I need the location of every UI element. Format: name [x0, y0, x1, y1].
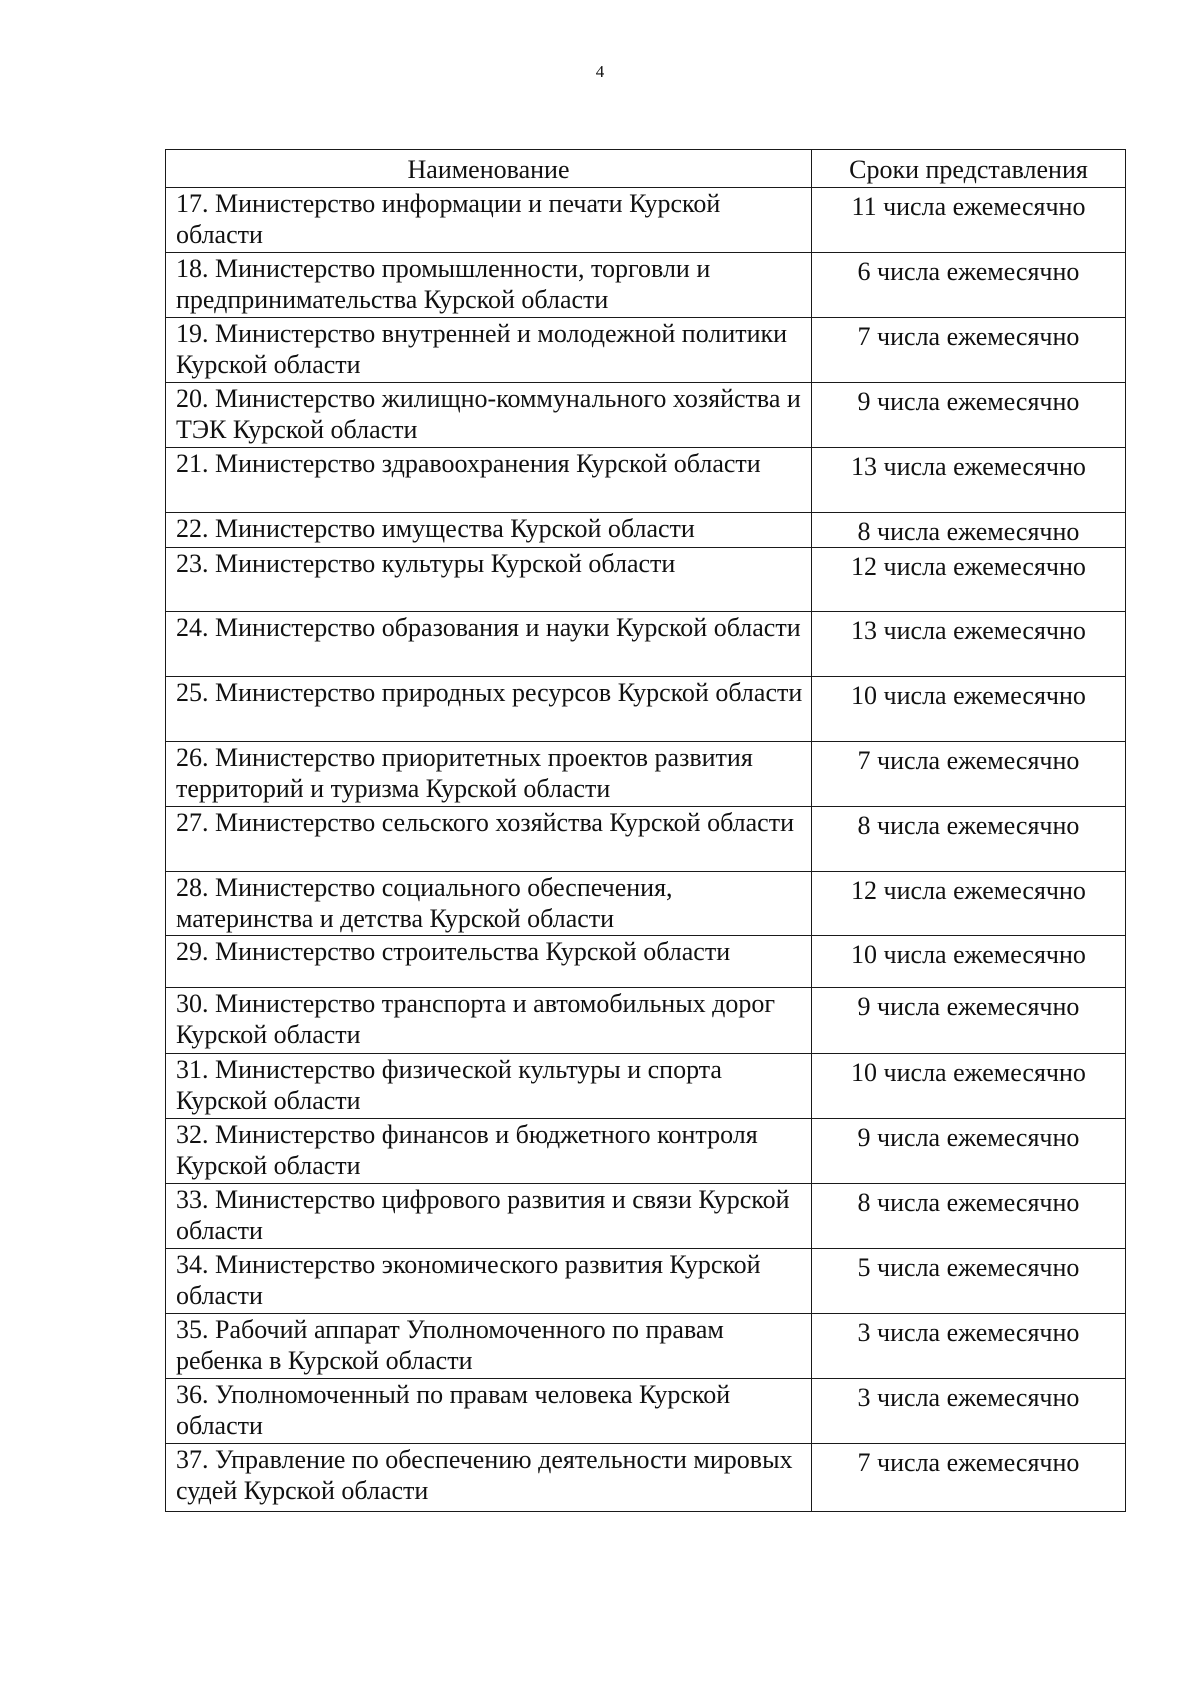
table-row [166, 318, 1126, 383]
submission-term: 5 числа ежемесячно [812, 1249, 1126, 1314]
table-header-row [166, 150, 1126, 188]
table-row [166, 513, 1126, 548]
column-header-term: Сроки представления [812, 150, 1126, 188]
organization-name: 22. Министерство имущества Курской области [166, 513, 812, 548]
table-row [166, 1379, 1126, 1444]
organization-name: 17. Министерство информации и печати Курской области [166, 188, 812, 253]
organization-name: 27. Министерство сельского хозяйства Курской области [166, 807, 812, 872]
organization-name: 35. Рабочий аппарат Уполномоченного по правам ребенка в Курской области [166, 1314, 812, 1379]
organization-name: 31. Министерство физической культуры и спорта Курской области [166, 1054, 812, 1119]
submission-term: 7 числа ежемесячно [812, 318, 1126, 383]
submission-term: 10 числа ежемесячно [812, 936, 1126, 988]
reporting-schedule-table [165, 149, 1126, 1512]
column-header-name: Наименование [166, 150, 812, 188]
table-row [166, 1054, 1126, 1119]
organization-name: 30. Министерство транспорта и автомобильных дорог Курской области [166, 988, 812, 1054]
table-row [166, 1444, 1126, 1512]
organization-name: 25. Министерство природных ресурсов Курской области [166, 677, 812, 742]
organization-name: 19. Министерство внутренней и молодежной политики Курской области [166, 318, 812, 383]
organization-name: 32. Министерство финансов и бюджетного контроля Курской области [166, 1119, 812, 1184]
table-row [166, 988, 1126, 1054]
table-row [166, 742, 1126, 807]
table-row [166, 383, 1126, 448]
organization-name: 33. Министерство цифрового развития и связи Курской области [166, 1184, 812, 1249]
table-row [166, 448, 1126, 513]
page-number: 4 [595, 62, 605, 81]
table-row [166, 253, 1126, 318]
submission-term: 10 числа ежемесячно [812, 677, 1126, 742]
organization-name: 34. Министерство экономического развития Курской области [166, 1249, 812, 1314]
organization-name: 28. Министерство социального обеспечения, материнства и детства Курской области [166, 872, 812, 936]
organization-name: 18. Министерство промышленности, торговли и предпринимательства Курской области [166, 253, 812, 318]
table-row [166, 548, 1126, 612]
submission-term: 12 числа ежемесячно [812, 548, 1126, 612]
table-row [166, 1184, 1126, 1249]
submission-term: 10 числа ежемесячно [812, 1054, 1126, 1119]
submission-term: 9 числа ежемесячно [812, 1119, 1126, 1184]
organization-name: 26. Министерство приоритетных проектов развития территорий и туризма Курской области [166, 742, 812, 807]
organization-name: 37. Управление по обеспечению деятельности мировых судей Курской области [166, 1444, 812, 1512]
table-row [166, 936, 1126, 988]
submission-term: 9 числа ежемесячно [812, 988, 1126, 1054]
submission-term: 8 числа ежемесячно [812, 1184, 1126, 1249]
organization-name: 21. Министерство здравоохранения Курской области [166, 448, 812, 513]
submission-term: 11 числа ежемесячно [812, 188, 1126, 253]
submission-term: 7 числа ежемесячно [812, 742, 1126, 807]
submission-term: 3 числа ежемесячно [812, 1314, 1126, 1379]
submission-term: 7 числа ежемесячно [812, 1444, 1126, 1512]
submission-term: 8 числа ежемесячно [812, 807, 1126, 872]
submission-term: 3 числа ежемесячно [812, 1379, 1126, 1444]
organization-name: 20. Министерство жилищно-коммунального хозяйства и ТЭК Курской области [166, 383, 812, 448]
submission-term: 13 числа ежемесячно [812, 612, 1126, 677]
organization-name: 24. Министерство образования и науки Курской области [166, 612, 812, 677]
organization-name: 36. Уполномоченный по правам человека Курской области [166, 1379, 812, 1444]
table-row [166, 1249, 1126, 1314]
table-row [166, 807, 1126, 872]
table-row [166, 188, 1126, 253]
submission-term: 12 числа ежемесячно [812, 872, 1126, 936]
table-row [166, 1314, 1126, 1379]
submission-term: 13 числа ежемесячно [812, 448, 1126, 513]
table-row [166, 677, 1126, 742]
organization-name: 29. Министерство строительства Курской области [166, 936, 812, 988]
organization-name: 23. Министерство культуры Курской области [166, 548, 812, 612]
submission-term: 9 числа ежемесячно [812, 383, 1126, 448]
table-row [166, 612, 1126, 677]
submission-term: 6 числа ежемесячно [812, 253, 1126, 318]
table-row [166, 1119, 1126, 1184]
submission-term: 8 числа ежемесячно [812, 513, 1126, 548]
table-row [166, 872, 1126, 936]
